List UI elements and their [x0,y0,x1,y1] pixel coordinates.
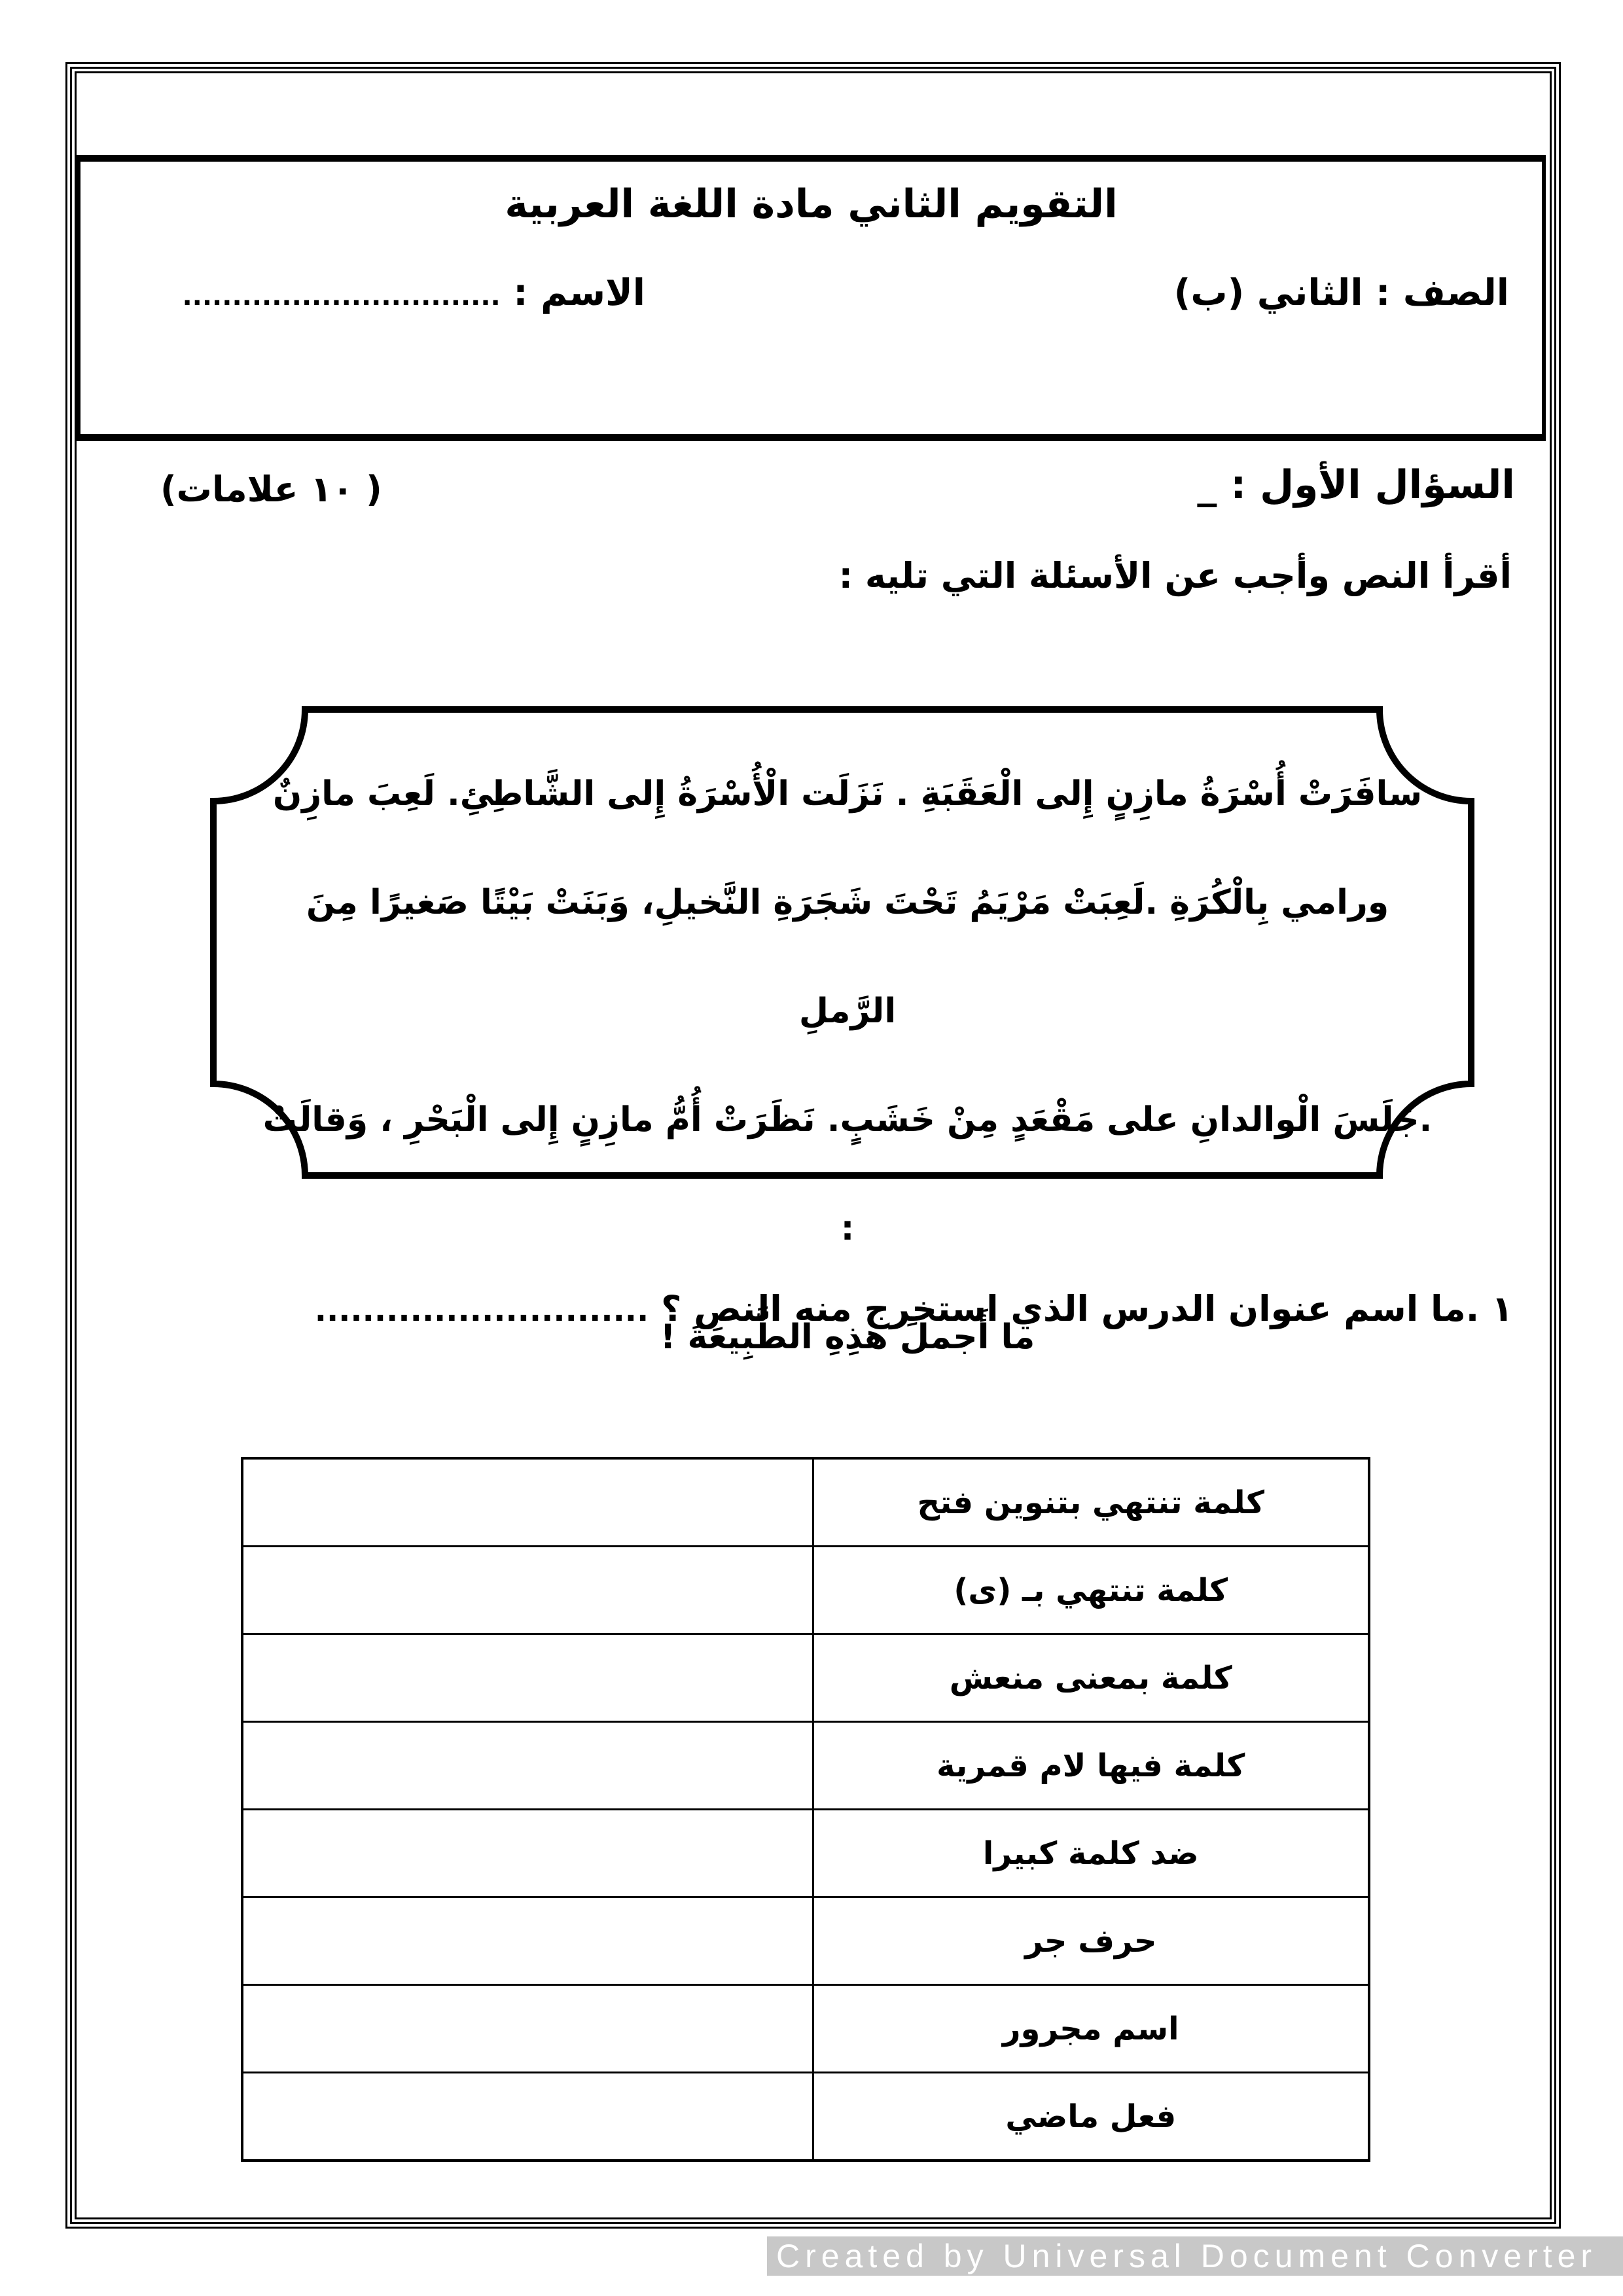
prompt-cell: حرف جر [813,1897,1369,1985]
class-label: الصف : الثاني (ب) [1173,272,1509,314]
question-1 [315,1288,1513,1329]
passage-line: ورامي بِالْكُرَةِ .لَعِبَتْ مَرْيَمُ تَحْتَ شَجَرَةِ النَّخيلِ، وَبَنَتْ بَيْتًا صَغيرًا مِنَ الرَّملِ [306,883,1389,1031]
prompt-cell: كلمة بمعنى منعش [813,1634,1369,1722]
answer-cell [242,1634,813,1722]
answer-cell [242,1722,813,1810]
extraction-table [241,1457,1370,2162]
table-row [242,1985,1369,2073]
table-row [242,1458,1369,1547]
name-label: الاسم : [513,272,645,314]
exam-title: التقويم الثاني مادة اللغة العربية [505,181,1118,227]
prompt-cell: كلمة تنتهي بتنوين فتح [813,1458,1369,1547]
passage-line: ما أَجملَ هذِهِ الطَّبِيعَةَ ! [660,1318,1035,1357]
answer-cell [242,1458,813,1547]
question-section-heading: السؤال الأول : _ [1197,462,1515,508]
instruction-text: أقرأ النص وأجب عن الأسئلة التي تليه : [838,555,1512,596]
answer-cell [242,1985,813,2073]
header-box [77,155,1546,441]
passage-line: .جَلَسَ الْوالدانِ على مَقْعَدٍ مِنْ خَشَبٍ. نَظَرَتْ أُمُّ مازِنٍ إِلى الْبَحْرِ ، وَقالَتْ : [262,1100,1433,1248]
answer-cell [242,1547,813,1634]
watermark-banner: Created by Universal Document Converter [767,2236,1623,2276]
name-field [182,272,645,314]
table-row [242,1810,1369,1897]
table-row [242,1634,1369,1722]
prompt-cell: اسم مجرور [813,1985,1369,2073]
table-row [242,1722,1369,1810]
marks-badge: ( ١٠ علامات) [160,469,382,510]
answer-cell [242,1810,813,1897]
prompt-cell: ضد كلمة كبيرا [813,1810,1369,1897]
name-answer-dots: ................................ [182,281,501,312]
passage-line: سافَرَتْ أُسْرَةُ مازِنٍ إِلى الْعَقَبَةِ . نَزَلَت الْأُسْرَةُ إِلى الشَّاطِئِ. لَعِبَ مازِنٌ [272,774,1423,814]
answer-cell [242,2073,813,2161]
prompt-cell: كلمة فيها لام قمرية [813,1722,1369,1810]
table-row [242,1547,1369,1634]
prompt-cell: فعل ماضي [813,2073,1369,2161]
prompt-cell: كلمة تنتهي بـ (ى) [813,1547,1369,1634]
table-row [242,2073,1369,2161]
answer-cell [242,1897,813,1985]
question-1-answer-dots: ............................ [314,1292,649,1329]
question-1-text: ١ .ما اسم عنوان الدرس الذي استخرج منه النص ؟ [661,1288,1513,1329]
table-row [242,1897,1369,1985]
